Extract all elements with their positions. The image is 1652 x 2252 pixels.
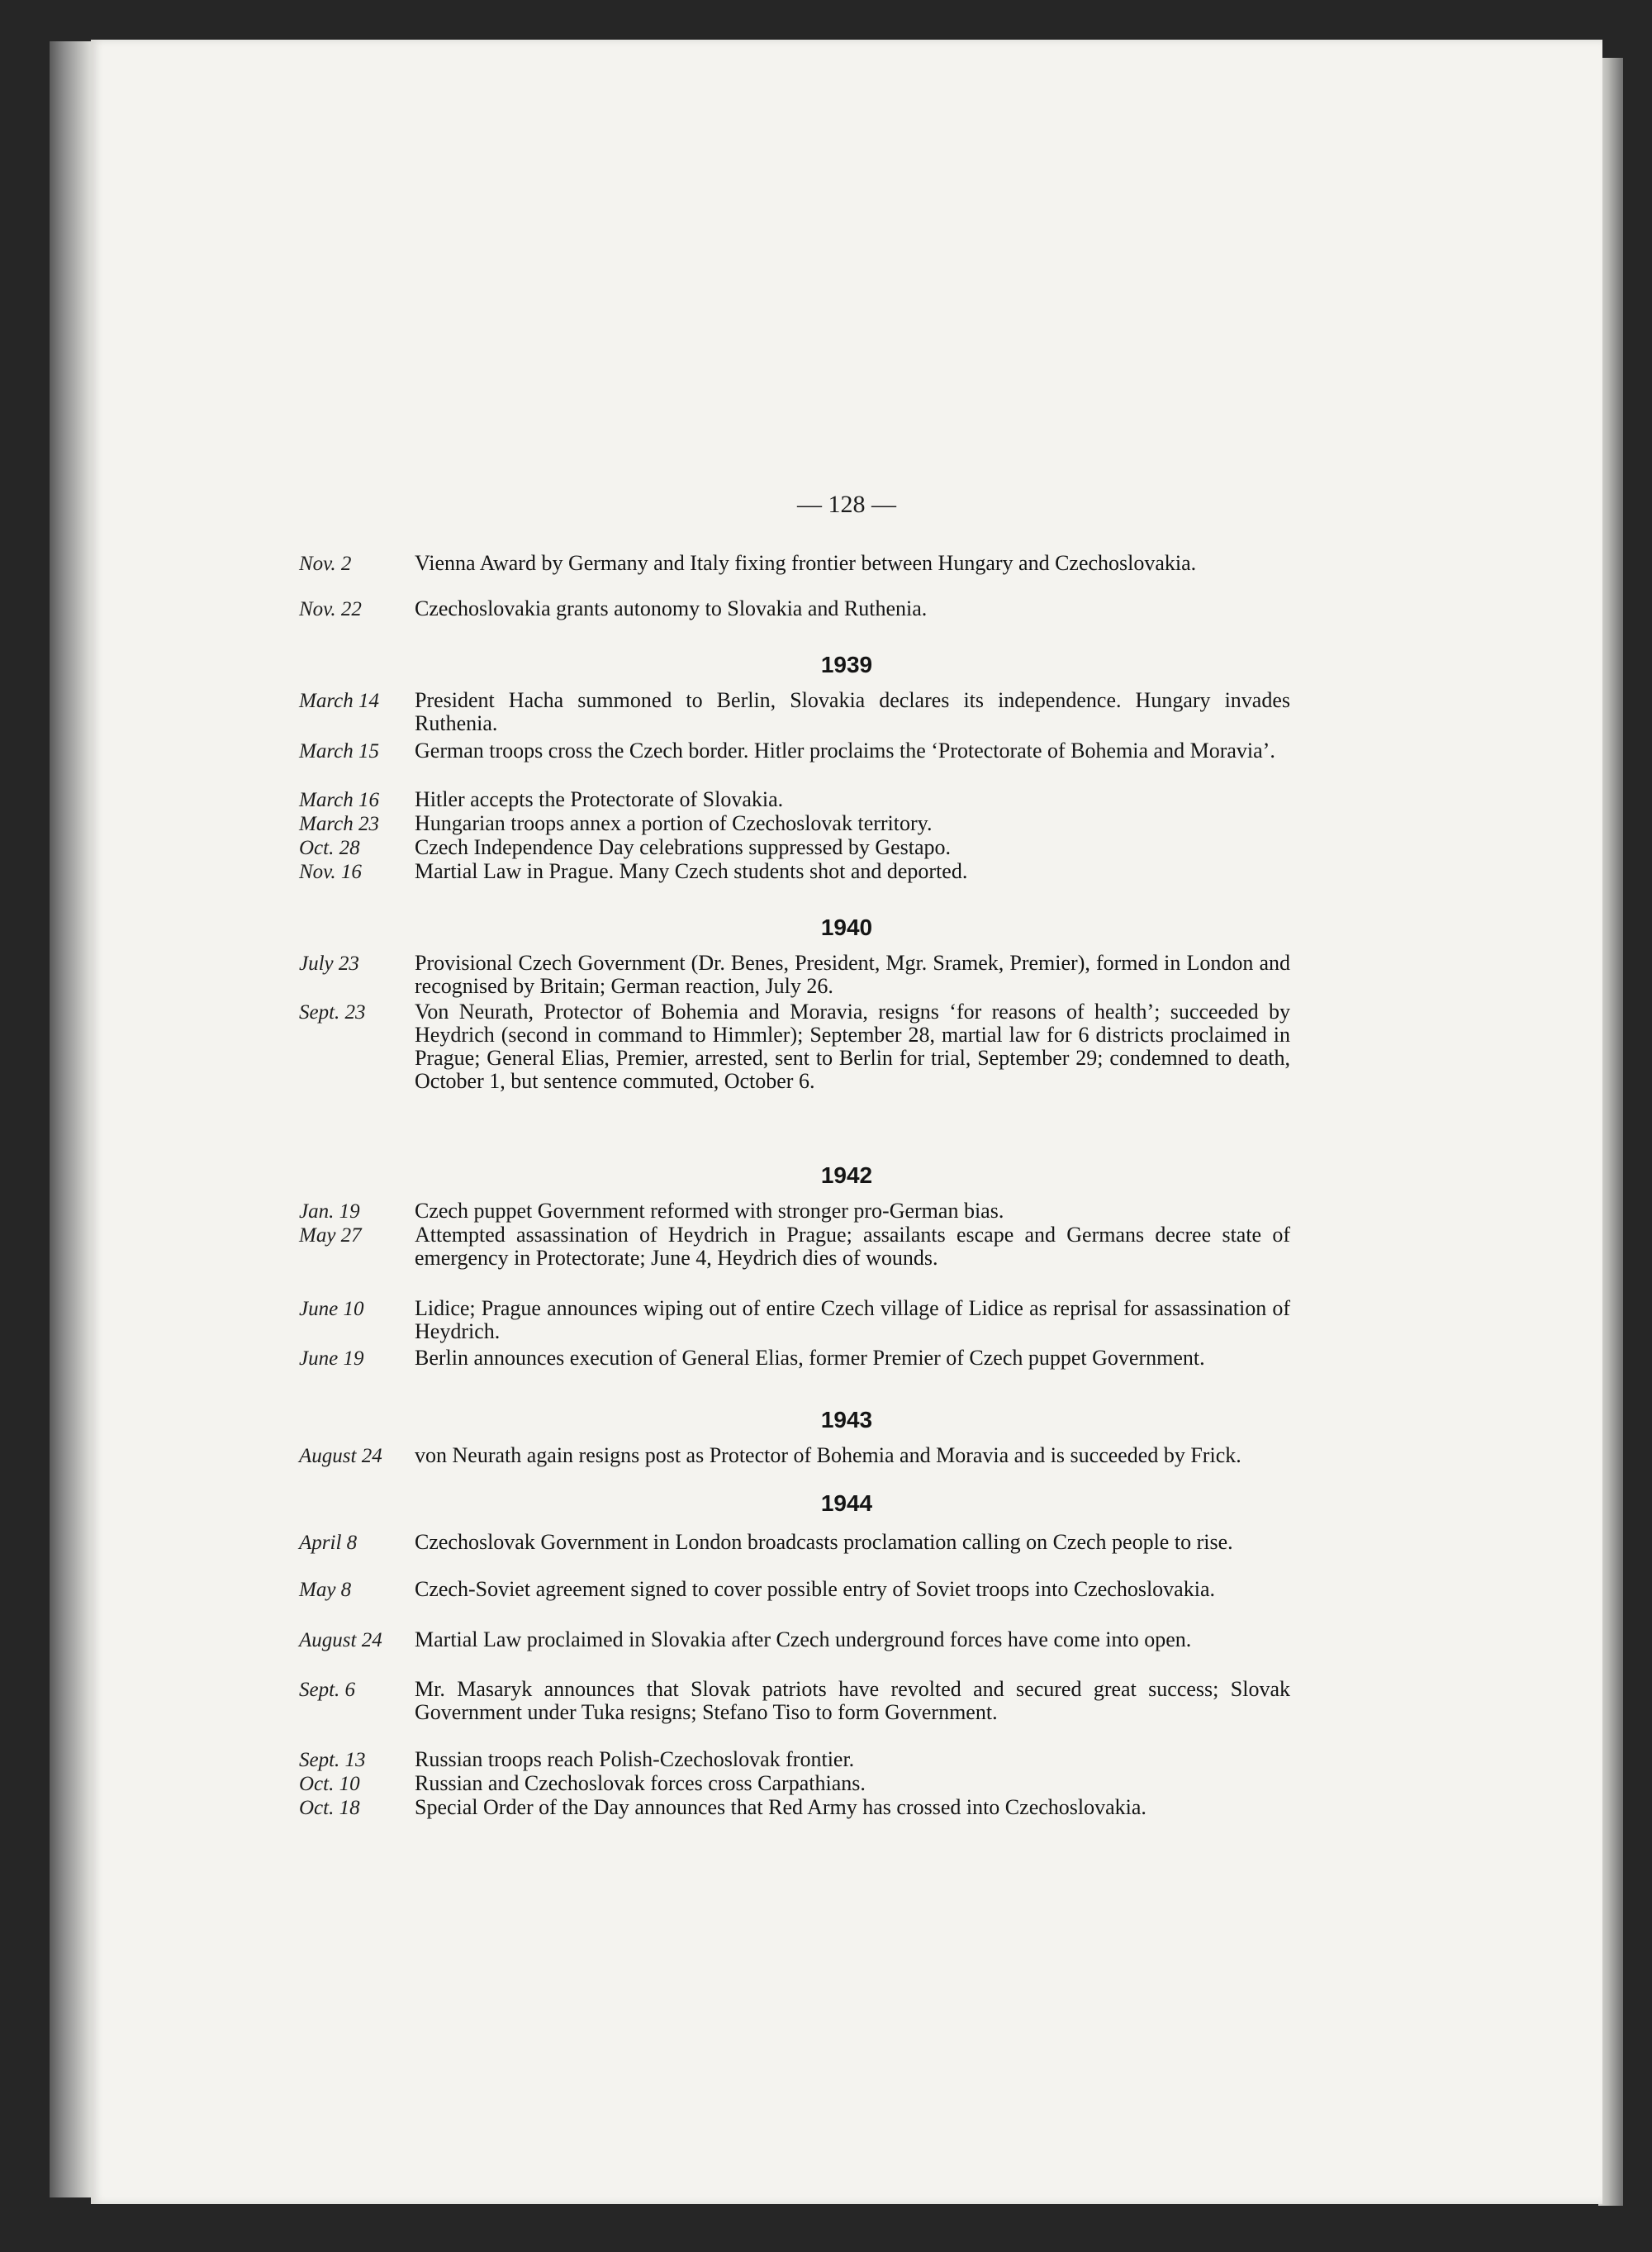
entry-date: Oct. 10: [299, 1773, 360, 1795]
entry-date: Sept. 13: [299, 1749, 366, 1771]
entry-text: Martial Law in Prague. Many Czech students shot and deported.: [415, 859, 968, 883]
entry-text: Special Order of the Day announces that Red Army has crossed into Czechoslovakia.: [415, 1795, 1146, 1819]
entry-date: Nov. 22: [299, 598, 362, 620]
entry-text: Mr. Masaryk announces that Slovak patriots have revolted and secured great success; Slovak Government under Tuka resigns; Stefano Tiso to form Government.: [415, 1677, 1290, 1724]
entry-text: Russian and Czechoslovak forces cross Carpathians.: [415, 1771, 866, 1795]
entry-text: Czechoslovakia grants autonomy to Slovakia and Ruthenia.: [415, 596, 928, 620]
entry-text: Provisional Czech Government (Dr. Benes, President, Mgr. Sramek, Premier), formed in London and recognised by Britain; German reaction, July 26.: [415, 951, 1290, 998]
entry-date: May 8: [299, 1579, 352, 1601]
entry-text: Lidice; Prague announces wiping out of entire Czech village of Lidice as reprisal for assassination of Heydrich.: [415, 1296, 1290, 1343]
entry-text: Vienna Award by Germany and Italy fixing frontier between Hungary and Czechoslovakia.: [415, 551, 1197, 575]
entry-date: March 15: [299, 740, 379, 763]
entry-text: Martial Law proclaimed in Slovakia after Czech underground forces have come into open.: [415, 1627, 1192, 1651]
entry-date: August 24: [299, 1445, 382, 1467]
entry-date: Nov. 16: [299, 861, 362, 883]
entry-date: April 8: [299, 1532, 358, 1554]
entry-date: Oct. 28: [299, 837, 360, 859]
entry-text: Russian troops reach Polish-Czechoslovak frontier.: [415, 1747, 855, 1771]
entry-date: March 23: [299, 813, 379, 835]
entry-date: March 14: [299, 690, 379, 712]
entry-date: Sept. 6: [299, 1679, 356, 1701]
entry-date: March 16: [299, 789, 379, 811]
entry-date: August 24: [299, 1629, 382, 1651]
entry-text: Czech puppet Government reformed with stronger pro-German bias.: [415, 1199, 1004, 1223]
entry-text: Hitler accepts the Protectorate of Slovakia.: [415, 787, 784, 811]
entry-text: Von Neurath, Protector of Bohemia and Moravia, resigns ‘for reasons of health’; succeeded by Heydrich (second in command to Himmler); September 28, martial law for 6 districts proclaimed in Prague; General Elias, Premier, arrested, sent to Berlin for trial, September 29; condemned to death, October 1, but sentence commuted, October 6.: [415, 1000, 1290, 1093]
entry-text: Czechoslovak Government in London broadcasts proclamation calling on Czech people to rise.: [415, 1530, 1233, 1554]
entry-date: June 10: [299, 1298, 364, 1320]
year-heading: 1942: [820, 1162, 873, 1188]
book-page: [91, 40, 1602, 2204]
entry-date: June 19: [299, 1347, 364, 1370]
entry-date: Oct. 18: [299, 1797, 360, 1819]
entry-date: Nov. 2: [299, 553, 352, 575]
entry-text: von Neurath again resigns post as Protector of Bohemia and Moravia and is succeeded by Frick.: [415, 1443, 1241, 1467]
entry-text: German troops cross the Czech border. Hitler proclaims the ‘Protectorate of Bohemia and Moravia’.: [415, 739, 1275, 763]
entry-date: July 23: [299, 953, 359, 975]
entry-text: President Hacha summoned to Berlin, Slovakia declares its independence. Hungary invades Ruthenia.: [415, 688, 1290, 735]
year-heading: 1940: [820, 915, 873, 940]
entry-text: Czech Independence Day celebrations suppressed by Gestapo.: [415, 835, 952, 859]
entry-text: Attempted assassination of Heydrich in Prague; assailants escape and Germans decree state of emergency in Protectorate; June 4, Heydrich dies of wounds.: [415, 1223, 1290, 1270]
page-number: — 128 —: [797, 491, 896, 518]
entry-text: Berlin announces execution of General Elias, former Premier of Czech puppet Government.: [415, 1346, 1205, 1370]
entry-date: Jan. 19: [299, 1200, 360, 1223]
entry-date: May 27: [299, 1224, 362, 1247]
year-heading: 1944: [820, 1490, 873, 1516]
year-heading: 1943: [820, 1407, 873, 1432]
entry-text: Czech-Soviet agreement signed to cover possible entry of Soviet troops into Czechoslovakia.: [415, 1577, 1215, 1601]
entry-date: Sept. 23: [299, 1001, 366, 1024]
entry-text: Hungarian troops annex a portion of Czechoslovak territory.: [415, 811, 933, 835]
year-heading: 1939: [820, 652, 873, 677]
